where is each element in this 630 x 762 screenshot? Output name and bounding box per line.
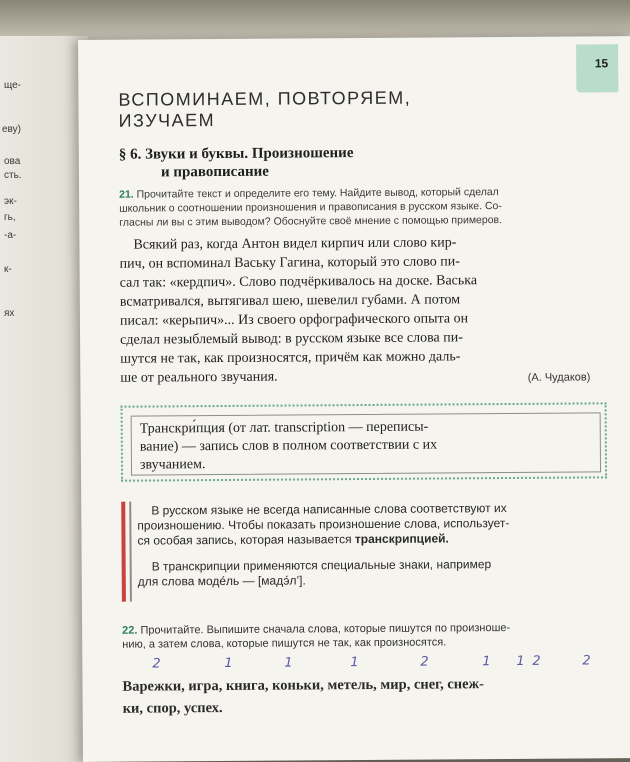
task-line: школьник о соотношении произношения и правописания в русском языке. Со- — [119, 200, 502, 215]
left-fragment: ще- — [4, 80, 22, 91]
rule-line: произношению. Чтобы показать произношение слова, использует- — [137, 516, 510, 533]
left-page — [0, 36, 88, 762]
rule-paragraph-1 — [137, 500, 605, 548]
rule-paragraph-2 — [138, 556, 606, 589]
section-title-line: и правописание — [160, 163, 269, 181]
word-line: Варежки, игра, книга, коньки, метель, мир, снег, снеж- — [122, 676, 484, 695]
handwritten-mark: 1 — [284, 655, 293, 671]
task-21 — [119, 184, 603, 229]
definition-line: Транскри́пция (от лат. transcription — переписы- — [139, 419, 429, 437]
rule-line: В транскрипции применяются специальные знаки, например — [151, 557, 492, 574]
handwritten-mark: 1 — [516, 653, 525, 669]
section-title — [119, 144, 354, 182]
background-top — [0, 0, 630, 40]
story-line: сделал незыблемый вывод: в русском языке все слова пи- — [120, 330, 463, 348]
rule-box — [121, 492, 608, 605]
rule-line: ся особая запись, которая называется — [137, 532, 355, 548]
textbook-page — [78, 36, 630, 762]
rule-line: В русском языке не всегда написанные слова соответствуют их — [151, 501, 507, 518]
story-line: всматривался, вытягивал шею, шевелил губами. А потом — [119, 292, 461, 310]
handwritten-mark: 2 — [420, 654, 429, 670]
definition-text — [131, 412, 601, 475]
story-line: сал так: «кердпич». Слово подчёркивалось на доске. Васька — [119, 273, 478, 291]
task-number: 21. — [119, 188, 134, 201]
rule-divider — [129, 502, 132, 602]
task-line: гласны ли вы с этим выводом? Обоснуйте своё мнение с помощью примеров. — [119, 214, 503, 229]
heading-line: ИЗУЧАЕМ — [118, 110, 216, 131]
left-fragment: -а- — [4, 230, 17, 241]
story-line: писал: «керьпич»... Из своего орфографического опыта он — [119, 311, 469, 329]
task-line: Прочитайте текст и определите его тему. Найдите вывод, который сделал — [136, 186, 499, 201]
handwritten-mark: 1 — [482, 654, 491, 670]
handwritten-mark: 2 — [152, 656, 161, 672]
author-attribution: (А. Чудаков) — [527, 371, 591, 384]
task-number: 22. — [122, 624, 138, 637]
chapter-heading — [118, 88, 411, 132]
section-title-line: § 6. Звуки и буквы. Произношение — [118, 145, 354, 163]
left-fragment: сть. — [4, 170, 22, 181]
rule-line: для слова моде́ль — [мадэ́л’]. — [137, 573, 306, 589]
handwritten-mark: 2 — [582, 653, 591, 669]
left-fragment: гь, — [4, 212, 16, 223]
heading-line: ВСПОМИНАЕМ, ПОВТОРЯЕМ, — [118, 87, 412, 110]
story-line: шутся не так, как произносятся, причём как можно даль- — [120, 349, 461, 367]
definition-box — [121, 402, 608, 481]
word-list — [122, 672, 612, 719]
left-fragment: ова — [4, 156, 21, 167]
task-line: Прочитайте. Выпишите сначала слова, которые пишутся по произноше- — [140, 621, 511, 637]
handwritten-mark: 2 — [532, 653, 541, 669]
left-fragment: еву) — [2, 124, 21, 135]
rule-term: транскрипцией. — [354, 531, 449, 547]
rule-accent-bar — [121, 502, 126, 602]
story-text — [119, 232, 602, 387]
task-line: нию, а затем слова, которые пишутся не так, как произносятся. — [122, 636, 447, 651]
definition-line: звучанием. — [139, 457, 206, 473]
left-fragment: эк- — [4, 196, 17, 207]
page-number: 15 — [594, 56, 609, 71]
left-fragment: ях — [4, 308, 15, 319]
story-line: пич, он вспоминал Ваську Гагина, который это слово пи- — [119, 254, 460, 272]
task-22 — [122, 620, 602, 651]
story-line: ше от реального звучания. — [120, 369, 278, 386]
definition-line: вание) — запись слов в полном соответствии с их — [139, 437, 438, 455]
left-fragment: к- — [4, 264, 12, 275]
story-line: Всякий раз, когда Антон видел кирпич или слово кир- — [133, 235, 457, 253]
handwritten-mark: 1 — [224, 655, 233, 671]
handwritten-mark: 1 — [350, 655, 359, 671]
word-line: ки, спор, успех. — [122, 700, 223, 717]
